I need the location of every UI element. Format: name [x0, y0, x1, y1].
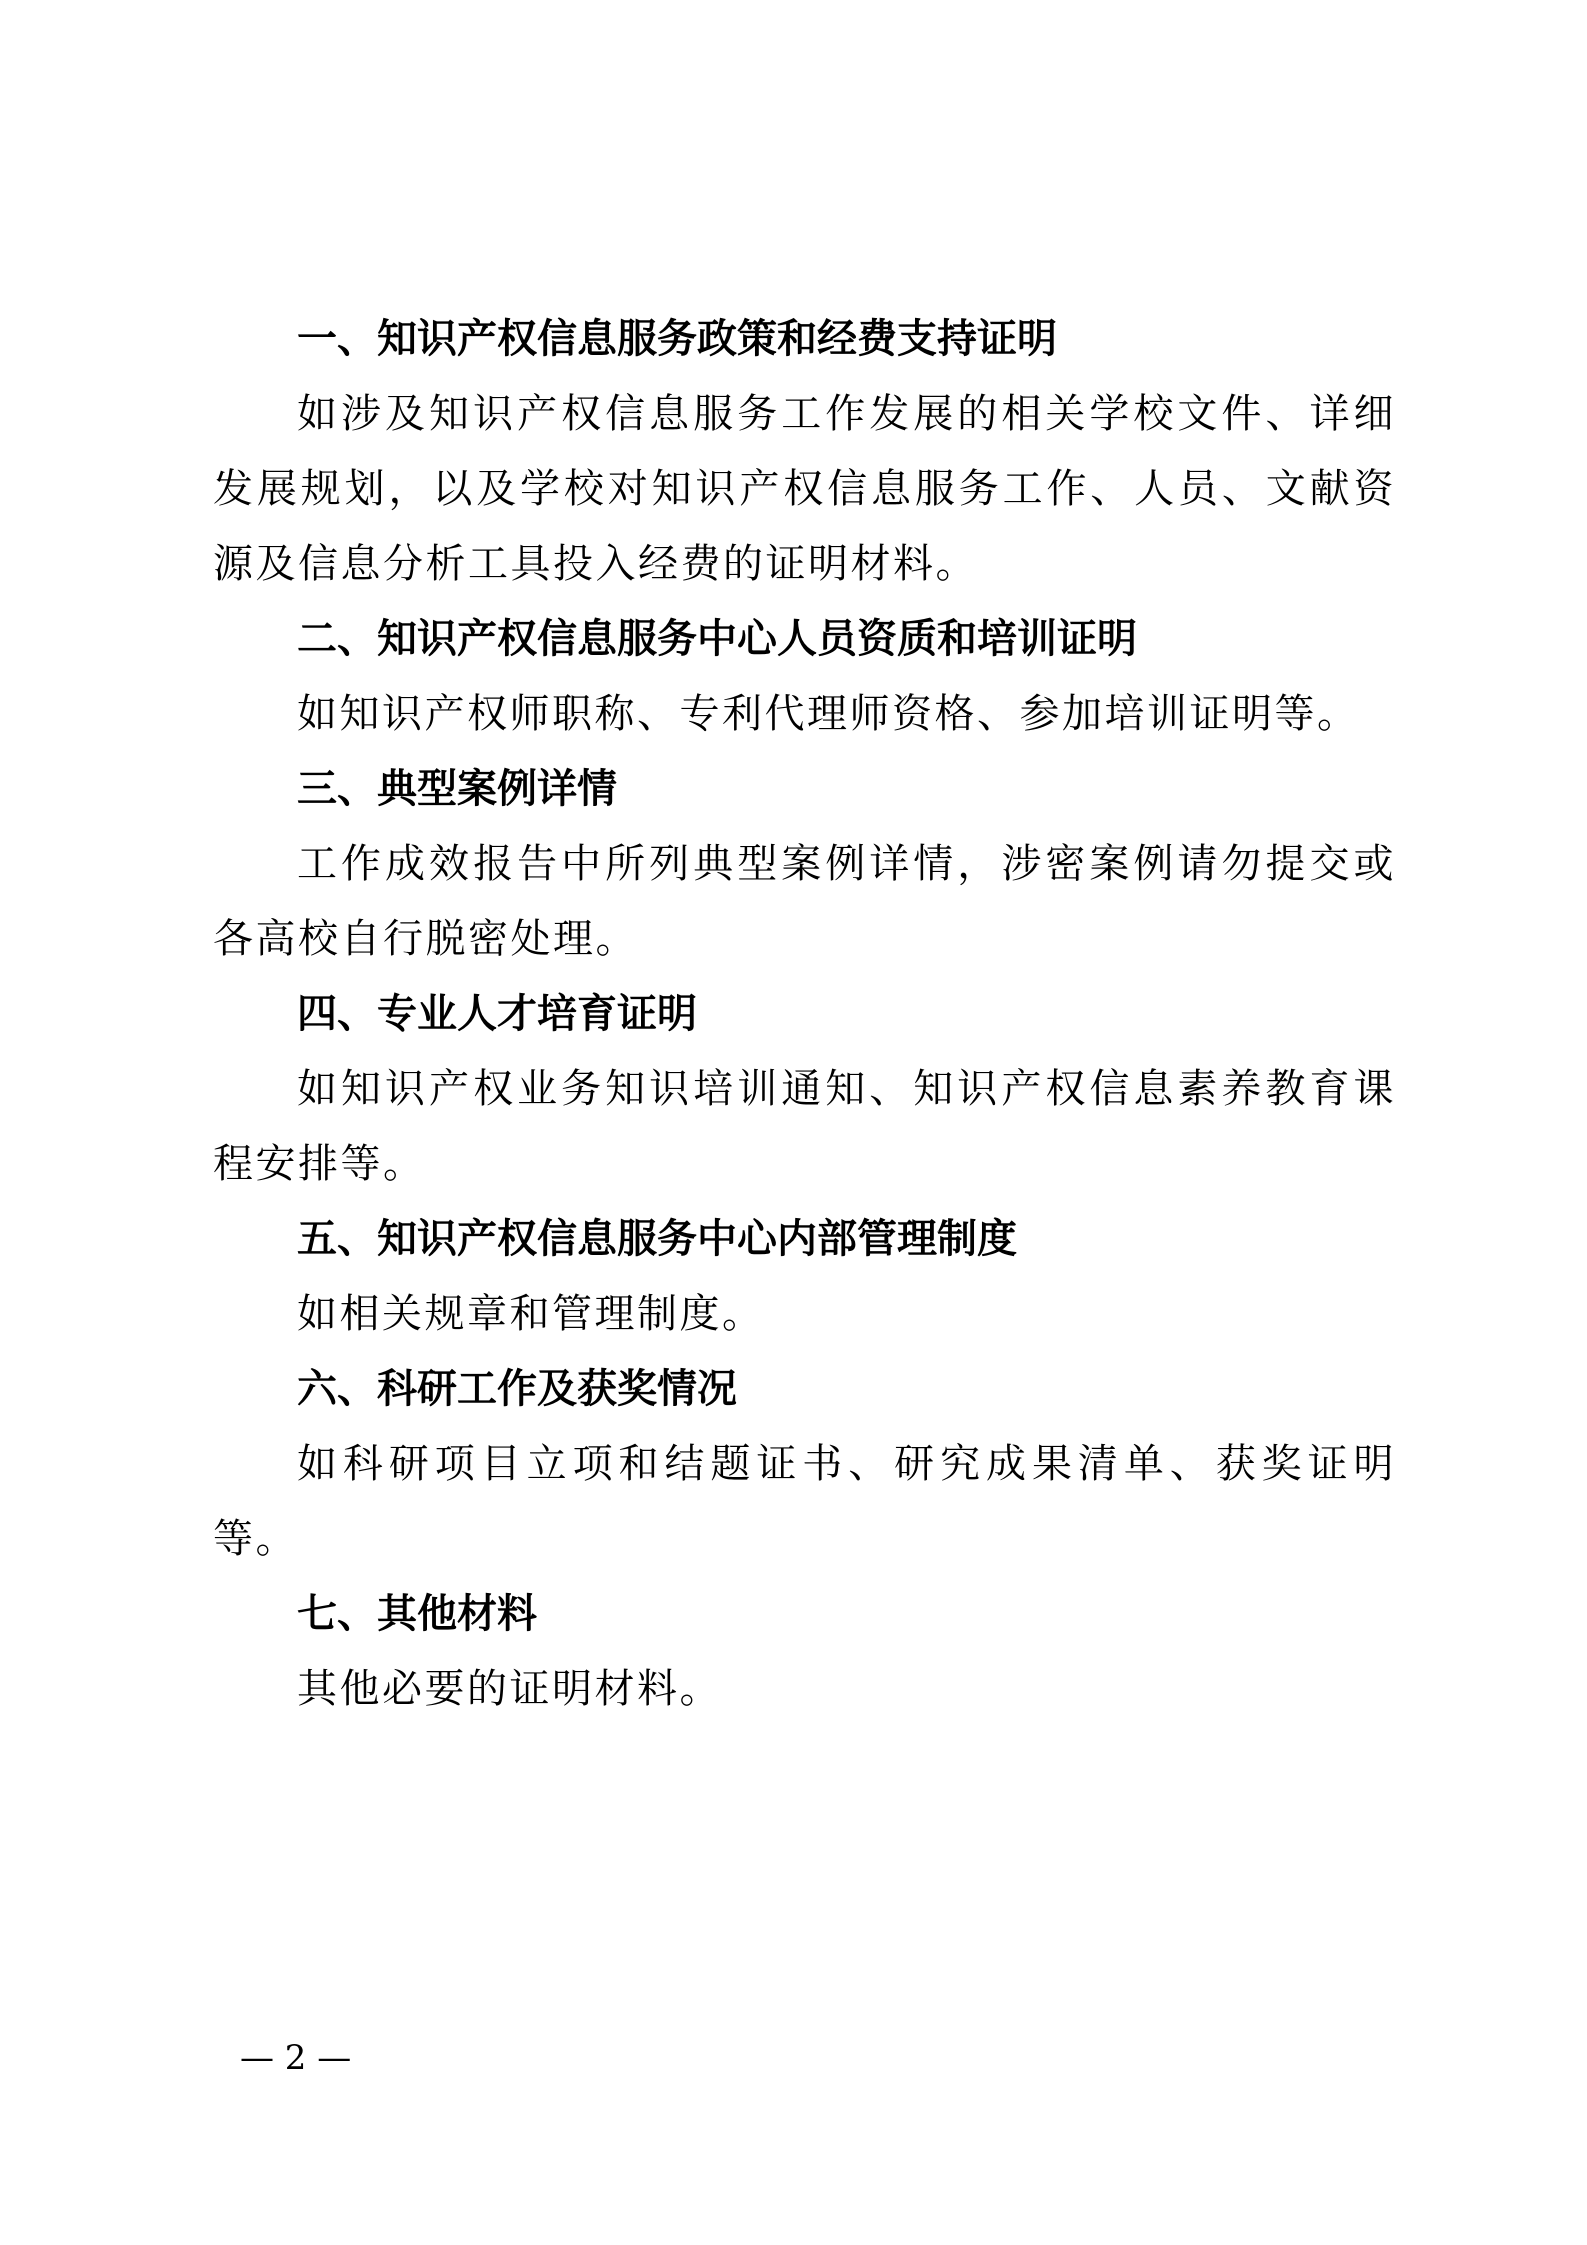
section-body-1: 如涉及知识产权信息服务工作发展的相关学校文件、详细发展规划，以及学校对知识产权信息服务工作、人员、文献资源及信息分析工具投入经费的证明材料。 — [213, 391, 1396, 587]
section-heading-3: 三、典型案例详情 — [297, 766, 617, 812]
section-body-3: 工作成效报告中所列典型案例详情，涉密案例请勿提交或各高校自行脱密处理。 — [213, 841, 1396, 962]
section-heading-2: 二、知识产权信息服务中心人员资质和培训证明 — [297, 616, 1137, 662]
page-number: — 2 — — [240, 2038, 352, 2078]
document-body — [213, 302, 1396, 1727]
section-heading-5: 五、知识产权信息服务中心内部管理制度 — [297, 1216, 1017, 1262]
section-heading-1: 一、知识产权信息服务政策和经费支持证明 — [297, 316, 1057, 362]
section-body-5: 如相关规章和管理制度。 — [297, 1291, 765, 1337]
section-body-4: 如知识产权业务知识培训通知、知识产权信息素养教育课程安排等。 — [213, 1066, 1396, 1187]
section-heading-7: 七、其他材料 — [297, 1591, 537, 1637]
section-heading-4: 四、专业人才培育证明 — [297, 991, 697, 1037]
section-body-2: 如知识产权师职称、专利代理师资格、参加培训证明等。 — [297, 691, 1360, 737]
section-heading-6: 六、科研工作及获奖情况 — [297, 1366, 737, 1412]
section-body-6: 如科研项目立项和结题证书、研究成果清单、获奖证明等。 — [213, 1441, 1396, 1562]
section-body-7: 其他必要的证明材料。 — [297, 1666, 722, 1712]
